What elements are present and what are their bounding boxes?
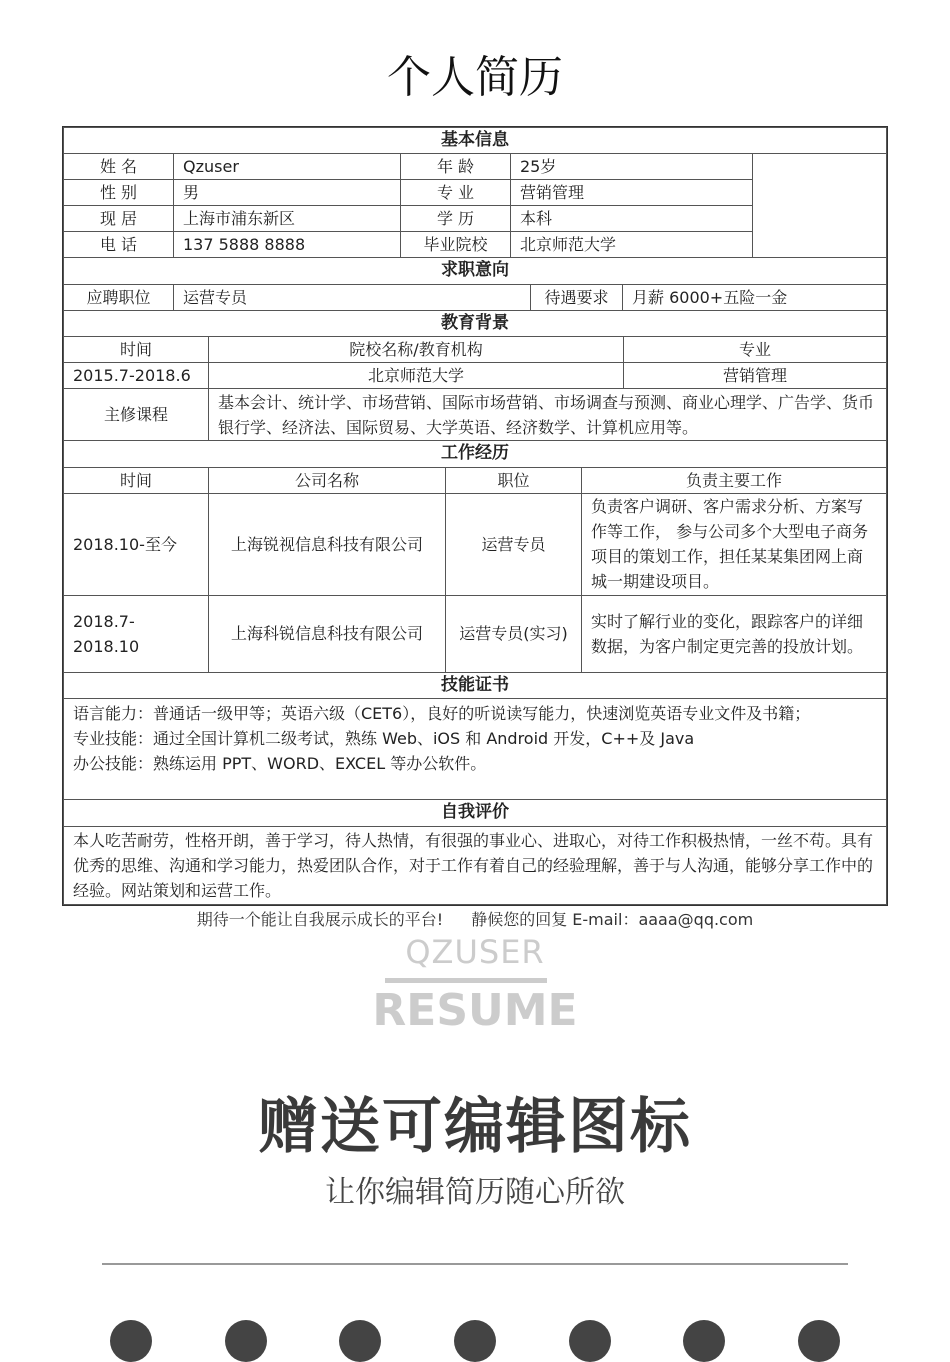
label: 应聘职位 [64, 284, 174, 310]
value: Qzuser [174, 154, 401, 180]
overlay-title: 个人简历 [387, 52, 563, 103]
cell: 上海科锐信息科技有限公司 [209, 595, 446, 672]
cell: 2015.7-2018.6 [64, 363, 209, 389]
skill-line: 语言能力：普通话一级甲等；英语六级（CET6），良好的听说读写能力，快速浏览英语专业文件及书籍； [73, 704, 811, 723]
skill-line: 办公技能：熟练运用 PPT、WORD、EXCEL 等办公软件。 [73, 754, 487, 773]
section-title: 教育背景 [64, 311, 887, 337]
cell: 2018.10-至今 [64, 493, 209, 595]
work-section [63, 441, 887, 673]
section-title: 工作经历 [64, 441, 887, 467]
watermark-top: QZUSER [405, 932, 545, 971]
slogan: 期待一个能让自我展示成长的平台! [196, 909, 444, 929]
label: 性 别 [64, 180, 174, 206]
job-intent-section [63, 258, 887, 311]
icon-4-icon [454, 1320, 496, 1362]
label: 主修课程 [64, 389, 209, 441]
courses: 基本会计、统计学、市场营销、国际市场营销、市场调查与预测、商业心理学、广告学、货币银行学、经济法、国际贸易、大学英语、经济数学、计算机应用等。 [209, 389, 887, 441]
label: 姓 名 [64, 154, 174, 180]
value: 月薪 6000+五险一金 [623, 284, 887, 310]
label: 待遇要求 [531, 284, 623, 310]
cell: 实时了解行业的变化，跟踪客户的详细数据，为客户制定更完善的投放计划。 [582, 595, 887, 672]
self-eval-text: 本人吃苦耐劳，性格开朗，善于学习，待人热情，有很强的事业心、进取心，对待工作积极热情，一丝不苟。具有优秀的思维、沟通和学习能力，热爱团队合作，对于工作有着自己的经验理解，善于与人沟通，能够分享工作中的经验。网站策划和运营工作。 [64, 826, 887, 904]
basic-info-section [63, 127, 887, 258]
value: 上海市浦东新区 [174, 206, 401, 232]
cell: 2018.7-2018.10 [64, 595, 209, 672]
education-section [63, 311, 887, 442]
column-header: 院校名称/教育机构 [209, 337, 624, 363]
cell: 运营专员(实习) [446, 595, 582, 672]
label: 毕业院校 [401, 232, 511, 258]
section-title: 求职意向 [64, 258, 887, 284]
column-header: 专业 [624, 337, 887, 363]
icon-1-icon [110, 1320, 152, 1362]
icon-5-icon [569, 1320, 611, 1362]
icon-6-icon [683, 1320, 725, 1362]
value: 运营专员 [174, 284, 531, 310]
table-row [64, 493, 887, 595]
promo-subtitle: 让你编辑简历随心所欲 [325, 1174, 625, 1210]
icon-3-icon [339, 1320, 381, 1362]
value: 25岁 [511, 154, 753, 180]
column-header: 时间 [64, 467, 209, 493]
value: 本科 [511, 206, 753, 232]
cell: 运营专员 [446, 493, 582, 595]
cell: 营销管理 [624, 363, 887, 389]
section-title: 基本信息 [64, 128, 887, 154]
label: 年 龄 [401, 154, 511, 180]
self-eval-section [63, 800, 887, 905]
page-flow [0, 126, 950, 1362]
watermark-bottom: RESUME [372, 984, 578, 1036]
cell: 北京师范大学 [209, 363, 624, 389]
section-title: 技能证书 [64, 673, 887, 699]
value: 137 5888 8888 [174, 232, 401, 258]
value: 北京师范大学 [511, 232, 753, 258]
contact: 静候您的回复 E-mail：aaaa@qq.com [471, 909, 754, 929]
promo-title: 赠送可编辑图标 [258, 1091, 692, 1162]
column-header: 公司名称 [209, 467, 446, 493]
column-header: 负责主要工作 [582, 467, 887, 493]
column-header: 时间 [64, 337, 209, 363]
icon-row [110, 1320, 840, 1362]
value: 营销管理 [511, 180, 753, 206]
label: 现 居 [64, 206, 174, 232]
section-title: 自我评价 [64, 800, 887, 826]
icon-2-icon [225, 1320, 267, 1362]
skills-section [63, 673, 887, 801]
skill-line: 专业技能：通过全国计算机二级考试，熟练 Web、iOS 和 Android 开发，C++及 Java [73, 729, 695, 748]
label: 电 话 [64, 232, 174, 258]
icon-7-icon [798, 1320, 840, 1362]
label: 学 历 [401, 206, 511, 232]
cell: 负责客户调研、客户需求分析、方案写作等工作， 参与公司多个大型电子商务项目的策划工作，担任某某集团网上商城一期建设项目。 [582, 493, 887, 595]
column-header: 职位 [446, 467, 582, 493]
footer [0, 908, 950, 932]
table-row [64, 595, 887, 672]
resume-table [62, 126, 888, 906]
label: 专 业 [401, 180, 511, 206]
photo-cell [753, 154, 887, 258]
divider [102, 1263, 848, 1265]
cell: 上海锐视信息科技有限公司 [209, 493, 446, 595]
value: 男 [174, 180, 401, 206]
